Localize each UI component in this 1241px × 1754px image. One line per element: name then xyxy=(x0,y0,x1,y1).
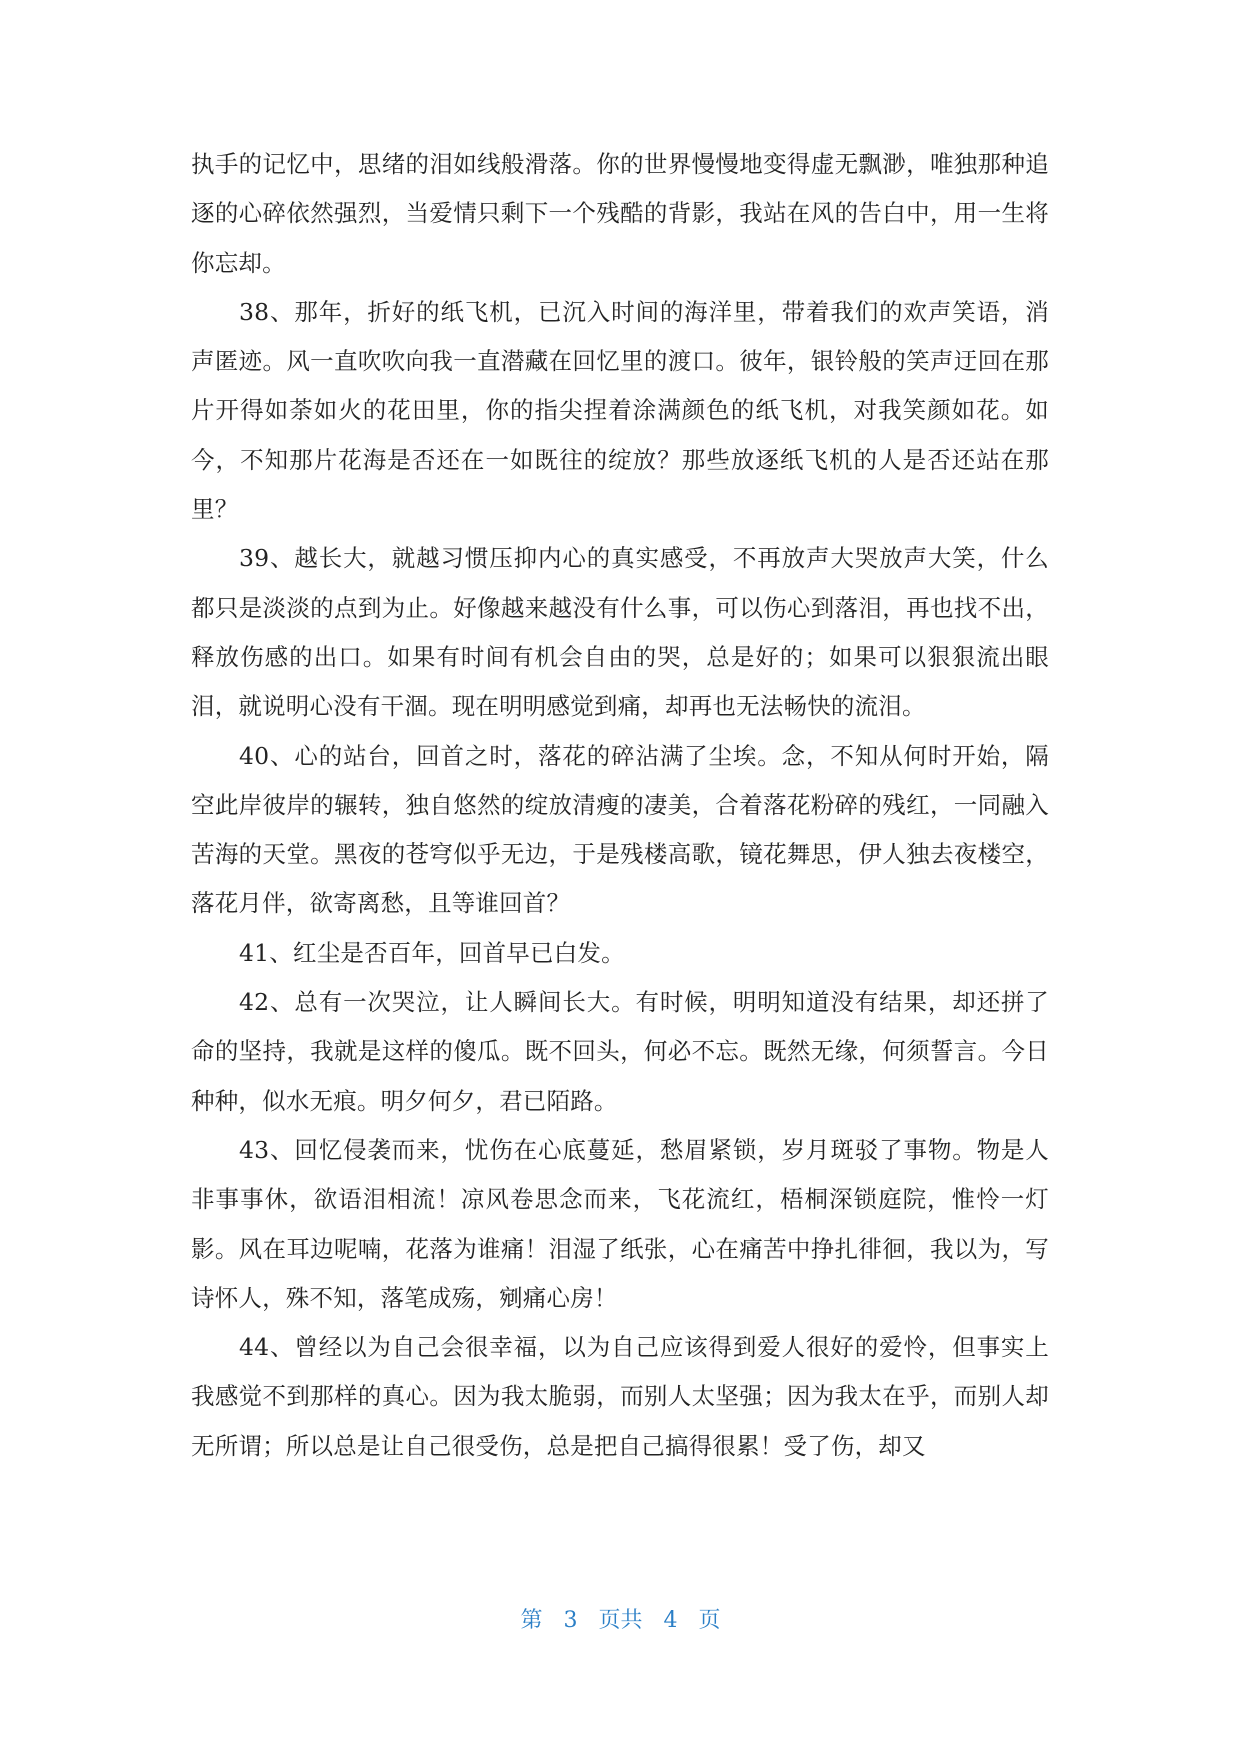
footer-label-page: 第 xyxy=(520,1608,543,1633)
footer-label-end: 页 xyxy=(698,1608,721,1633)
paragraph-39: 39、越长大，就越习惯压抑内心的真实感受，不再放声大哭放声大笑，什么都只是淡淡的点到为止。好像越来越没有什么事，可以伤心到落泪，再也找不出，释放伤感的出口。如果有时间有机会自由的哭，总是好的；如果可以狠狠流出眼泪，就说明心没有干涸。现在明明感觉到痛，却再也无法畅快的流泪。 xyxy=(191,544,1049,721)
footer-current-page: 3 xyxy=(563,1608,578,1633)
page-footer xyxy=(0,1603,1241,1634)
paragraph-44: 44、曾经以为自己会很幸福，以为自己应该得到爱人很好的爱怜，但事实上我感觉不到那样的真心。因为我太脆弱，而别人太坚强；因为我太在乎，而别人却无所谓；所以总是让自己很受伤，总是把自己搞得很累！受了伤，却又 xyxy=(191,1333,1049,1460)
paragraph-40: 40、心的站台，回首之时，落花的碎沾满了尘埃。念，不知从何时开始，隔空此岸彼岸的辗转，独自悠然的绽放清瘦的凄美，合着落花粉碎的残红，一同融入苦海的天堂。黑夜的苍穹似乎无边，于是残楼高歌，镜花舞思，伊人独去夜楼空，落花月伴，欲寄离愁，且等谁回首？ xyxy=(191,741,1049,918)
footer-label-of: 页共 xyxy=(598,1608,643,1633)
paragraph-continuation: 执手的记忆中，思绪的泪如线般滑落。你的世界慢慢地变得虚无飘渺，唯独那种追逐的心碎依然强烈，当爱情只剩下一个残酷的背影，我站在风的告白中，用一生将你忘却。 xyxy=(191,150,1049,277)
paragraph-42: 42、总有一次哭泣，让人瞬间长大。有时候，明明知道没有结果，却还拼了命的坚持，我就是这样的傻瓜。既不回头，何必不忘。既然无缘，何须誓言。今日种种，似水无痕。明夕何夕，君已陌路。 xyxy=(191,988,1049,1115)
paragraph-41: 41、红尘是否百年，回首早已白发。 xyxy=(239,938,625,967)
footer-total-pages: 4 xyxy=(663,1608,678,1633)
paragraph-38: 38、那年，折好的纸飞机，已沉入时间的海洋里，带着我们的欢声笑语，消声匿迹。风一直吹吹向我一直潜藏在回忆里的渡口。彼年，银铃般的笑声迂回在那片开得如荼如火的花田里，你的指尖捏着涂满颜色的纸飞机，对我笑颜如花。如今，不知那片花海是否还在一如既往的绽放？那些放逐纸飞机的人是否还站在那里？ xyxy=(191,297,1049,524)
document-body xyxy=(191,140,1049,1471)
paragraph-43: 43、回忆侵袭而来，忧伤在心底蔓延，愁眉紧锁，岁月斑驳了事物。物是人非事事休，欲语泪相流！凉风卷思念而来，飞花流红，梧桐深锁庭院，惟怜一灯影。风在耳边呢喃，花落为谁痛！泪湿了纸张，心在痛苦中挣扎徘徊，我以为，写诗怀人，殊不知，落笔成殇，剜痛心房！ xyxy=(191,1135,1049,1312)
